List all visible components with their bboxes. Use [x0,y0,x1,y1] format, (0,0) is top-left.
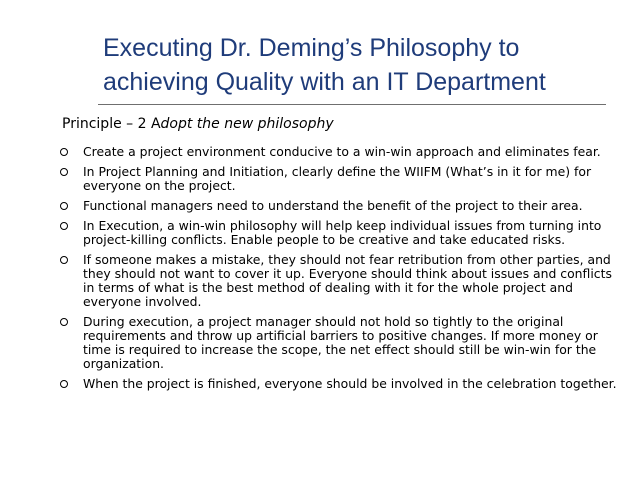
hollow-circle-bullet-icon [60,318,68,326]
bullet-text: If someone makes a mistake, they should not fear retribution from other parties, and they should not want to cover it up. Everyone should think about issues and conflicts in terms of what is the best method of dealing with it for the whole project and everyone involved. [83,252,612,309]
slide-title-line-1: Executing Dr. Deming’s Philosophy to [103,34,520,62]
bullet-item [56,145,626,159]
principle-heading [62,115,334,133]
bullet-item [56,253,626,309]
bullet-item [56,377,626,391]
principle-heading-emphasis: dopt the new philosophy [160,116,334,132]
bullet-list [56,145,626,397]
hollow-circle-bullet-icon [60,148,68,156]
bullet-text: Functional managers need to understand the benefit of the project to their area. [83,198,583,213]
bullet-text: During execution, a project manager should not hold so tightly to the original requirements and throw up artificial barriers to positive changes. If more money or time is required to increase the scope, the net effect should still be win-win for the organization. [83,314,598,371]
bullet-item [56,165,626,193]
hollow-circle-bullet-icon [60,380,68,388]
bullet-item [56,315,626,371]
principle-heading-prefix: Principle – 2 A [62,116,161,132]
title-divider [98,104,606,105]
bullet-text: Create a project environment conducive to a win-win approach and eliminates fear. [83,144,601,159]
slide-title-line-2: achieving Quality with an IT Department [103,68,546,96]
slide-title [103,31,623,99]
hollow-circle-bullet-icon [60,202,68,210]
hollow-circle-bullet-icon [60,168,68,176]
bullet-text: In Execution, a win-win philosophy will help keep individual issues from turning into project-killing conflicts. Enable people to be creative and take educated risks. [83,218,602,247]
hollow-circle-bullet-icon [60,222,68,230]
bullet-item [56,219,626,247]
bullet-text: In Project Planning and Initiation, clearly define the WIIFM (What’s in it for me) for everyone on the project. [83,164,592,193]
bullet-item [56,199,626,213]
hollow-circle-bullet-icon [60,256,68,264]
bullet-text: When the project is finished, everyone should be involved in the celebration together. [83,376,617,391]
